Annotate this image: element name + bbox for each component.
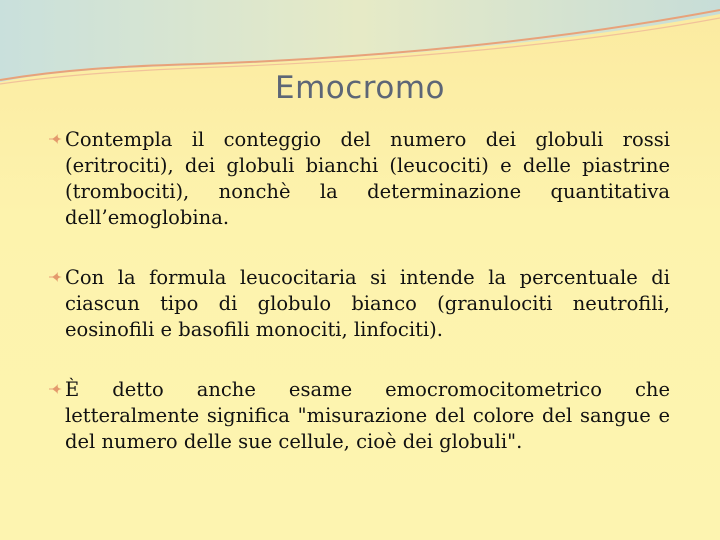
bullet-icon [48, 269, 64, 285]
bullet-text: È detto anche esame emocromocitometrico che letteralmente significa "misurazione del colore del sangue e del numero delle sue cellule, cioè dei globuli". [65, 378, 670, 453]
bullet-item [48, 127, 670, 231]
bullet-list [48, 127, 670, 455]
bullet-icon [48, 381, 64, 397]
bullet-text: Contempla il conteggio del numero dei globuli rossi (eritrociti), dei globuli bianchi (leucociti) e delle piastrine (trombociti), nonchè la determinazione quantitativa dell’emoglobina. [65, 128, 670, 229]
bullet-icon [48, 131, 64, 147]
slide-title: Emocromo [275, 70, 445, 106]
bullet-item [48, 377, 670, 455]
bullet-item [48, 265, 670, 343]
bullet-text: Con la formula leucocitaria si intende la percentuale di ciascun tipo di globulo bianco (granulociti neutrofili, eosinofili e basofili monociti, linfociti). [65, 266, 670, 341]
